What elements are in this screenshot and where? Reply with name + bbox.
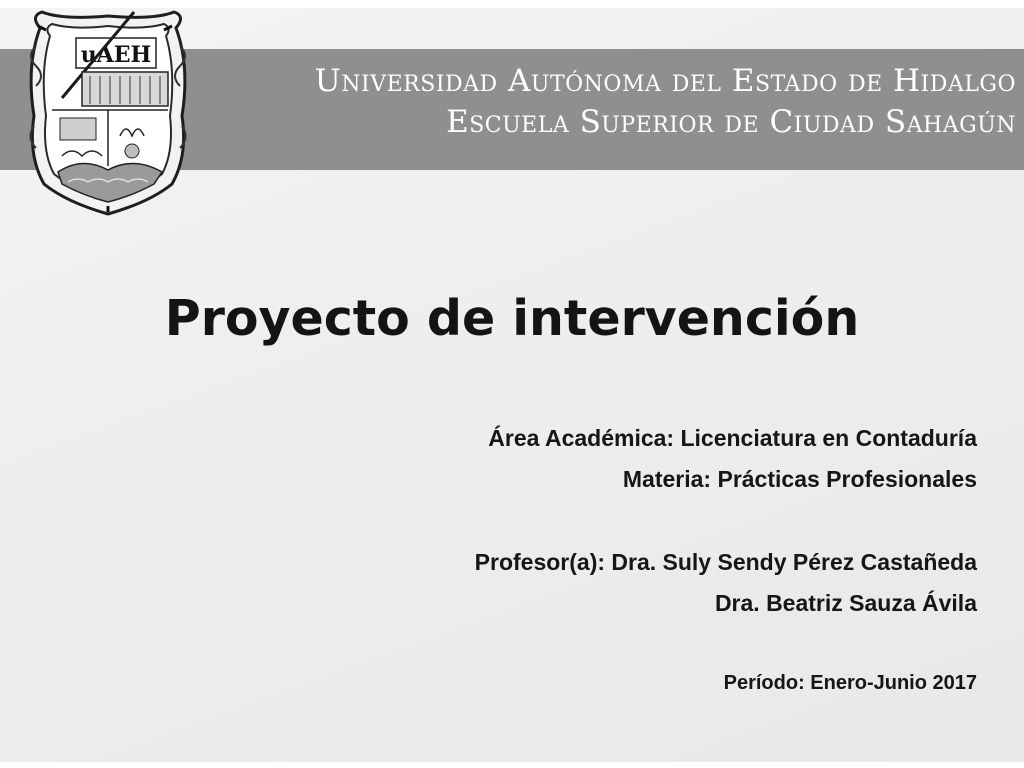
seal-lettering: uAEH — [80, 42, 152, 68]
subject: Materia: Prácticas Profesionales — [622, 466, 977, 492]
professor: Profesor(a): Dra. Suly Sendy Pérez Castañeda — [474, 549, 977, 575]
academic-area: Área Académica: Licenciatura en Contaduría — [488, 425, 977, 451]
slide-title: Proyecto de intervención — [164, 290, 860, 347]
period: Período: Enero-Junio 2017 — [723, 672, 977, 694]
university-name: Universidad Autónoma del Estado de Hidalgo — [314, 63, 1016, 99]
second-professor: Dra. Beatriz Sauza Ávila — [714, 590, 977, 616]
university-seal-icon — [22, 6, 194, 218]
bottom-border — [0, 762, 1024, 768]
school-name: Escuela Superior de Ciudad Sahagún — [446, 104, 1016, 140]
